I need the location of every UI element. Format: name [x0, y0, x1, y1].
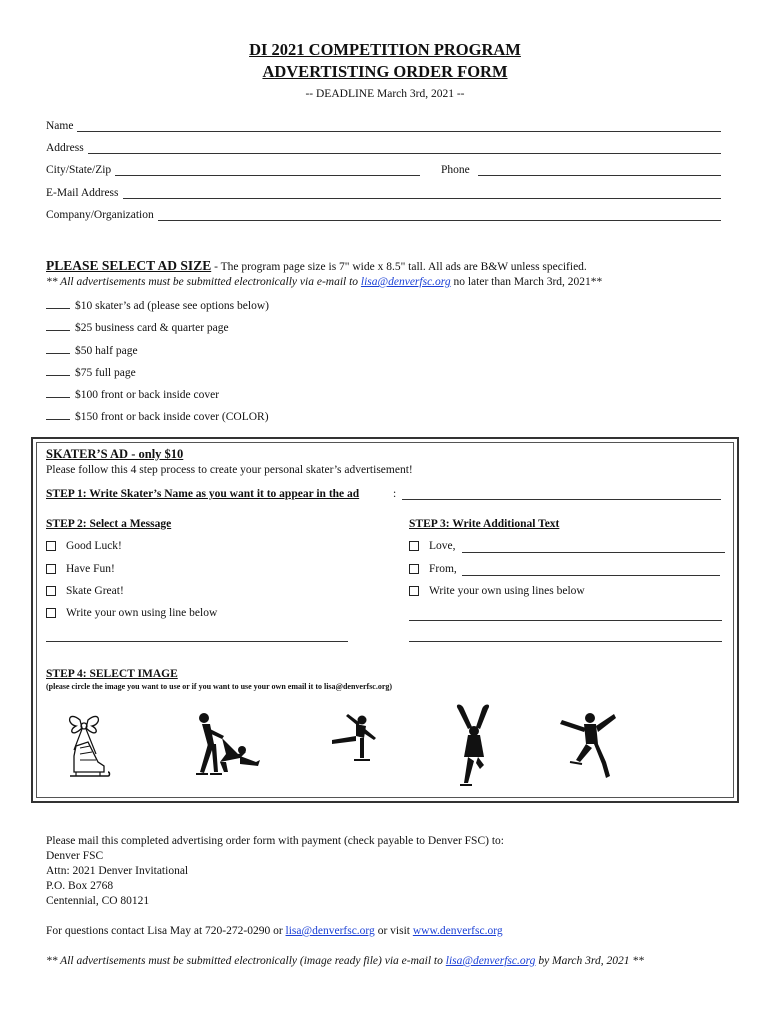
- adsize-note: [46, 276, 602, 288]
- step1-colon: :: [393, 488, 397, 500]
- extra-option[interactable]: [409, 540, 456, 552]
- form-title-line2: ADVERTISTING ORDER FORM: [262, 62, 508, 81]
- option-label: $75 full page: [75, 367, 136, 379]
- layback-skater-icon[interactable]: [450, 703, 496, 787]
- footer-prefix: ** All advertisements must be submitted electronically (image ready file) via e-mail to: [46, 955, 446, 967]
- contact-mid: or visit: [374, 925, 413, 937]
- message-option[interactable]: [46, 540, 122, 552]
- love-line[interactable]: [462, 552, 725, 553]
- custom-message-line[interactable]: [46, 641, 348, 642]
- option-label: $50 half page: [75, 345, 138, 357]
- address-line[interactable]: [88, 141, 721, 154]
- step4-label: STEP 4: SELECT IMAGE: [46, 668, 178, 680]
- option-label: $10 skater’s ad (please see options below): [75, 300, 269, 312]
- checkbox[interactable]: [409, 564, 419, 574]
- jumping-skater-icon[interactable]: [556, 708, 620, 780]
- adsize-option[interactable]: [46, 365, 136, 379]
- contact-email-link[interactable]: lisa@denverfsc.org: [285, 925, 375, 937]
- form-title-line1: DI 2021 COMPETITION PROGRAM: [249, 40, 521, 59]
- message-label: Write your own using line below: [66, 607, 218, 619]
- company-line[interactable]: [158, 208, 721, 221]
- option-label: $25 business card & quarter page: [75, 322, 229, 334]
- message-label: Good Luck!: [66, 540, 122, 552]
- adsize-option[interactable]: [46, 409, 269, 423]
- message-option[interactable]: [46, 607, 217, 619]
- city-label: City/State/Zip: [46, 164, 112, 176]
- custom-text-line[interactable]: [409, 641, 722, 642]
- checkbox[interactable]: [46, 564, 56, 574]
- checkbox[interactable]: [409, 586, 419, 596]
- footer-note: [46, 955, 644, 967]
- option-blank[interactable]: [46, 320, 70, 331]
- mail-attn: Attn: 2021 Denver Invitational: [46, 865, 189, 877]
- adsize-option[interactable]: [46, 320, 229, 334]
- step1-label: STEP 1: Write Skater’s Name as you want it to appear in the ad: [46, 488, 360, 500]
- option-blank[interactable]: [46, 298, 70, 309]
- adsize-heading: PLEASE SELECT AD SIZE: [46, 258, 212, 273]
- step4-note: (please circle the image you want to use or if you want to use your own email it to lisa@denverfsc.org): [46, 682, 393, 691]
- option-blank[interactable]: [46, 365, 70, 376]
- skater-intro: Please follow this 4 step process to create your personal skater’s advertisement!: [46, 464, 413, 476]
- address-label: Address: [46, 142, 84, 154]
- message-option[interactable]: [46, 585, 124, 597]
- mail-city: Centennial, CO 80121: [46, 895, 150, 907]
- mail-instructions: Please mail this completed advertising order form with payment (check payable to Denver FSC) to:: [46, 835, 504, 847]
- contact-prefix: For questions contact Lisa May at 720-272-0290 or: [46, 925, 286, 937]
- step3-label: STEP 3: Write Additional Text: [409, 518, 560, 530]
- skater-heading: SKATER’S AD - only $10: [46, 447, 184, 461]
- checkbox[interactable]: [409, 541, 419, 551]
- footer-suffix: by March 3rd, 2021 **: [535, 955, 644, 967]
- name-field[interactable]: [46, 116, 721, 132]
- message-label: Have Fun!: [66, 563, 115, 575]
- extra-option[interactable]: [409, 585, 585, 597]
- mail-recipient: Denver FSC: [46, 850, 104, 862]
- city-line[interactable]: [115, 163, 420, 176]
- city-field[interactable]: [46, 160, 420, 176]
- option-label: $100 front or back inside cover: [75, 389, 220, 401]
- email-field[interactable]: [46, 183, 721, 199]
- option-blank[interactable]: [46, 409, 70, 420]
- adsize-option[interactable]: [46, 343, 138, 357]
- step1-name-line[interactable]: [402, 499, 721, 500]
- checkbox[interactable]: [46, 608, 56, 618]
- adsize-option[interactable]: [46, 298, 269, 312]
- address-field[interactable]: [46, 138, 721, 154]
- name-label: Name: [46, 120, 74, 132]
- adsize-email-link[interactable]: lisa@denverfsc.org: [360, 276, 451, 288]
- company-field[interactable]: [46, 205, 721, 221]
- email-label: E-Mail Address: [46, 187, 119, 199]
- option-label: $150 front or back inside cover (COLOR): [75, 411, 269, 423]
- email-line[interactable]: [123, 186, 721, 199]
- extra-label: Love,: [429, 540, 456, 552]
- name-line[interactable]: [77, 119, 721, 132]
- checkbox[interactable]: [46, 541, 56, 551]
- extra-label: Write your own using lines below: [429, 585, 585, 597]
- phone-line[interactable]: [478, 163, 721, 176]
- adsize-note-prefix: ** All advertisements must be submitted electronically via e-mail to: [46, 276, 361, 288]
- extra-label: From,: [429, 563, 457, 575]
- pair-skaters-icon[interactable]: [190, 710, 265, 780]
- footer-email-link[interactable]: lisa@denverfsc.org: [445, 955, 536, 967]
- adsize-note-suffix: no later than March 3rd, 2021**: [450, 276, 603, 288]
- mail-pobox: P.O. Box 2768: [46, 880, 114, 892]
- option-blank[interactable]: [46, 387, 70, 398]
- step2-label: STEP 2: Select a Message: [46, 518, 172, 530]
- from-line[interactable]: [462, 575, 720, 576]
- spiral-skater-icon[interactable]: [326, 710, 384, 768]
- contact-line: [46, 925, 503, 937]
- message-label: Skate Great!: [66, 585, 124, 597]
- deadline-text: -- DEADLINE March 3rd, 2021 --: [305, 88, 465, 100]
- phone-label: Phone: [441, 164, 470, 176]
- adsize-heading-row: [46, 258, 587, 274]
- checkbox[interactable]: [46, 586, 56, 596]
- phone-field[interactable]: [441, 160, 721, 176]
- option-blank[interactable]: [46, 343, 70, 354]
- website-link[interactable]: www.denverfsc.org: [412, 925, 503, 937]
- adsize-option[interactable]: [46, 387, 219, 401]
- company-label: Company/Organization: [46, 209, 154, 221]
- skate-bow-icon[interactable]: [62, 710, 114, 782]
- extra-option[interactable]: [409, 563, 457, 575]
- custom-text-line[interactable]: [409, 620, 722, 621]
- adsize-description: - The program page size is 7" wide x 8.5" tall. All ads are B&W unless specified.: [211, 261, 587, 273]
- message-option[interactable]: [46, 563, 115, 575]
